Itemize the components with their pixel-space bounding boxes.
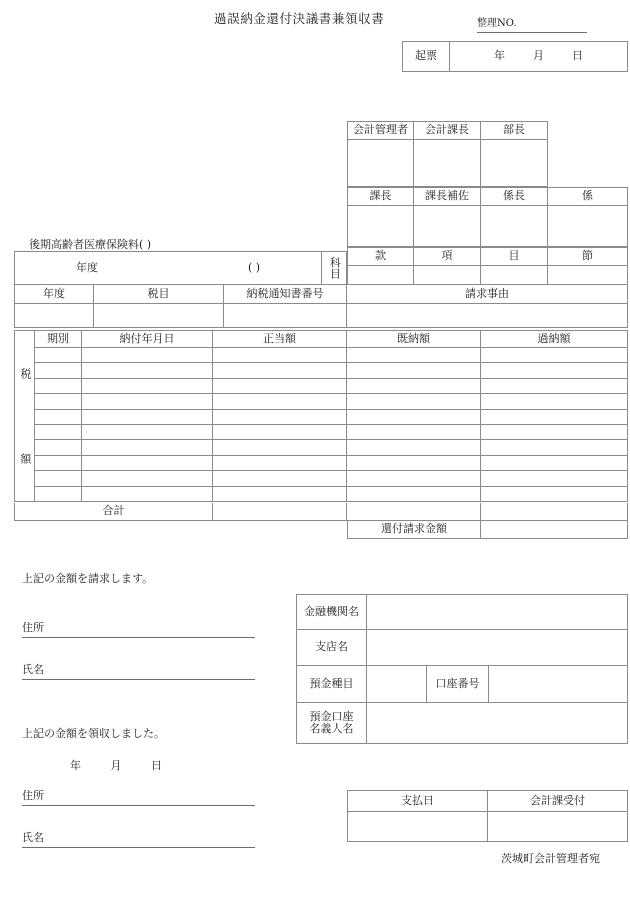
draft-year-label: 年 [494, 49, 505, 63]
tax-row-5-overpaid-amount[interactable] [481, 410, 628, 425]
notice-header-fiscal-year: 年度 [14, 285, 94, 304]
tax-row-6-paid-amount[interactable] [347, 425, 481, 440]
receipt-date-row[interactable] [70, 759, 162, 772]
tax-row-2-correct-amount[interactable] [213, 363, 347, 378]
tax-row-3-period[interactable] [35, 379, 82, 394]
refund-request-amount-value[interactable] [481, 521, 628, 539]
draft-date-cell[interactable] [450, 41, 628, 72]
notice-header-claim-reason: 請求事由 [347, 285, 628, 304]
account-code-header-ko: 項 [414, 247, 481, 266]
notice-value-tax-item[interactable] [94, 304, 224, 328]
receipt-statement: 上記の金額を領収しました。 [22, 727, 165, 740]
fiscal-year-paren: ( ) [247, 260, 261, 274]
account-code-value-ko[interactable] [414, 266, 481, 285]
approval-header-accounting-chief: 会計課長 [414, 121, 481, 140]
tax-row-4-payment-date[interactable] [82, 394, 213, 409]
account-code-header-kan: 款 [347, 247, 414, 266]
page-title: 過誤納金還付決議書兼領収書 [214, 11, 385, 26]
tax-row-5-payment-date[interactable] [82, 410, 213, 425]
account-code-value-kan[interactable] [347, 266, 414, 285]
account-code-value-setsu[interactable] [548, 266, 628, 285]
bank-institution-value[interactable] [367, 594, 628, 630]
tax-row-4-overpaid-amount[interactable] [481, 394, 628, 409]
bank-account-holder-label-line2: 名義人名 [309, 722, 354, 735]
tax-row-1-correct-amount[interactable] [213, 348, 347, 363]
insurance-caption: 後期高齢者医療保険料( ) [29, 238, 152, 251]
tax-row-4-correct-amount[interactable] [213, 394, 347, 409]
tax-row-8-payment-date[interactable] [82, 456, 213, 471]
receipt-year-label: 年 [70, 759, 81, 772]
tax-row-4-paid-amount[interactable] [347, 394, 481, 409]
approval-header-unit-chief: 係長 [481, 187, 548, 206]
bank-account-holder-label-line1: 預金口座 [309, 709, 354, 723]
tax-row-2-overpaid-amount[interactable] [481, 363, 628, 378]
approval-stamp-department-head[interactable] [481, 140, 548, 187]
tax-total-correct-amount[interactable] [213, 503, 347, 521]
approval-stamp-staff[interactable] [548, 206, 628, 247]
receipt-address-label: 住所 [22, 789, 44, 802]
bank-branch-value[interactable] [367, 630, 628, 666]
tax-row-10-overpaid-amount[interactable] [481, 487, 628, 502]
tax-row-6-payment-date[interactable] [82, 425, 213, 440]
tax-row-7-overpaid-amount[interactable] [481, 440, 628, 455]
tax-row-3-correct-amount[interactable] [213, 379, 347, 394]
tax-row-5-paid-amount[interactable] [347, 410, 481, 425]
tax-col-header-paid-amount: 既納額 [347, 330, 481, 348]
tax-row-6-overpaid-amount[interactable] [481, 425, 628, 440]
fiscal-year-row[interactable] [14, 251, 322, 285]
bank-branch-label: 支店名 [296, 630, 367, 666]
tax-row-4-period[interactable] [35, 394, 82, 409]
notice-value-notice-number[interactable] [224, 304, 347, 328]
tax-row-5-period[interactable] [35, 410, 82, 425]
receipt-address-field[interactable] [22, 789, 255, 806]
draft-label-cell: 起票 [402, 41, 450, 72]
bank-account-number-label: 口座番号 [427, 666, 489, 703]
approval-header-department-head: 部長 [481, 121, 548, 140]
approval-stamp-accounting-chief[interactable] [414, 140, 481, 187]
tax-row-8-paid-amount[interactable] [347, 456, 481, 471]
tax-row-2-period[interactable] [35, 363, 82, 378]
claim-statement: 上記の金額を請求します。 [22, 572, 154, 585]
tax-row-9-overpaid-amount[interactable] [481, 471, 628, 486]
notice-value-claim-reason[interactable] [347, 304, 628, 328]
tax-row-7-correct-amount[interactable] [213, 440, 347, 455]
tax-row-9-correct-amount[interactable] [213, 471, 347, 486]
receipt-name-field[interactable] [22, 831, 255, 848]
approval-header-accounting-manager: 会計管理者 [347, 121, 414, 140]
tax-row-8-period[interactable] [35, 456, 82, 471]
tax-row-3-overpaid-amount[interactable] [481, 379, 628, 394]
notice-value-fiscal-year[interactable] [14, 304, 94, 328]
tax-row-6-correct-amount[interactable] [213, 425, 347, 440]
tax-row-3-payment-date[interactable] [82, 379, 213, 394]
bank-account-holder-value[interactable] [367, 703, 628, 744]
tax-row-1-payment-date[interactable] [82, 348, 213, 363]
tax-row-9-period[interactable] [35, 471, 82, 486]
account-code-header-setsu: 節 [548, 247, 628, 266]
tax-total-paid-amount[interactable] [347, 503, 481, 521]
tax-row-1-overpaid-amount[interactable] [481, 348, 628, 363]
approval-stamp-accounting-manager[interactable] [347, 140, 414, 187]
notice-header-notice-number: 納税通知書番号 [224, 285, 347, 304]
tax-row-6-period[interactable] [35, 425, 82, 440]
bank-deposit-type-value[interactable] [367, 666, 427, 703]
tax-row-7-period[interactable] [35, 440, 82, 455]
tax-total-overpaid-amount[interactable] [481, 503, 628, 521]
tax-row-7-paid-amount[interactable] [347, 440, 481, 455]
tax-row-10-period[interactable] [35, 487, 82, 502]
tax-col-header-payment-date: 納付年月日 [82, 330, 213, 348]
tax-row-1-period[interactable] [35, 348, 82, 363]
bank-deposit-type-label: 預金種目 [296, 666, 367, 703]
footer-addressee: 茨城町会計管理者宛 [501, 852, 600, 865]
approval-stamp-unit-chief[interactable] [481, 206, 548, 247]
tax-row-2-paid-amount[interactable] [347, 363, 481, 378]
account-code-header-moku: 目 [481, 247, 548, 266]
reference-number-label: 整理NO. [477, 18, 587, 33]
account-code-label: 科目 [322, 251, 347, 285]
receipt-name-label: 氏名 [22, 831, 44, 844]
draft-month-label: 月 [533, 49, 544, 63]
draft-day-label: 日 [572, 49, 583, 63]
bank-account-number-value[interactable] [489, 666, 628, 703]
tax-col-header-correct-amount: 正当額 [213, 330, 347, 348]
claim-name-field[interactable] [22, 663, 255, 680]
approval-header-deputy-section-chief: 課長補佐 [414, 187, 481, 206]
tax-row-9-payment-date[interactable] [82, 471, 213, 486]
payment-header-accounting-receipt: 会計課受付 [488, 790, 628, 812]
claim-address-label: 住所 [22, 621, 44, 634]
tax-total-label-cell: 合計 [14, 503, 213, 521]
tax-col-header-overpaid-amount: 過納額 [481, 330, 628, 348]
tax-row-8-correct-amount[interactable] [213, 456, 347, 471]
payment-header-payment-date: 支払日 [347, 790, 488, 812]
approval-stamp-section-chief[interactable] [347, 206, 414, 247]
payment-value-payment-date[interactable] [347, 812, 488, 842]
tax-amount-side-label: 税 額 [14, 330, 35, 502]
bank-account-holder-label [296, 703, 367, 744]
claim-name-label: 氏名 [22, 663, 44, 676]
tax-row-2-payment-date[interactable] [82, 363, 213, 378]
approval-stamp-deputy-section-chief[interactable] [414, 206, 481, 247]
notice-header-tax-item: 税目 [94, 285, 224, 304]
account-code-value-moku[interactable] [481, 266, 548, 285]
tax-row-3-paid-amount[interactable] [347, 379, 481, 394]
payment-value-accounting-receipt[interactable] [488, 812, 628, 842]
refund-request-amount-label: 還付請求金額 [347, 521, 481, 539]
tax-row-10-payment-date[interactable] [82, 487, 213, 502]
tax-row-10-paid-amount[interactable] [347, 487, 481, 502]
bank-institution-label: 金融機関名 [296, 594, 367, 630]
approval-header-staff: 係 [548, 187, 628, 206]
approval-header-section-chief: 課長 [347, 187, 414, 206]
tax-row-10-correct-amount[interactable] [213, 487, 347, 502]
fiscal-year-label: 年度 [75, 260, 98, 274]
tax-row-8-overpaid-amount[interactable] [481, 456, 628, 471]
tax-row-1-paid-amount[interactable] [347, 348, 481, 363]
receipt-day-label: 日 [151, 759, 162, 772]
tax-row-9-paid-amount[interactable] [347, 471, 481, 486]
claim-address-field[interactable] [22, 621, 255, 638]
receipt-month-label: 月 [110, 759, 122, 772]
tax-row-7-payment-date[interactable] [82, 440, 213, 455]
tax-col-header-period: 期別 [35, 330, 82, 348]
tax-row-5-correct-amount[interactable] [213, 410, 347, 425]
